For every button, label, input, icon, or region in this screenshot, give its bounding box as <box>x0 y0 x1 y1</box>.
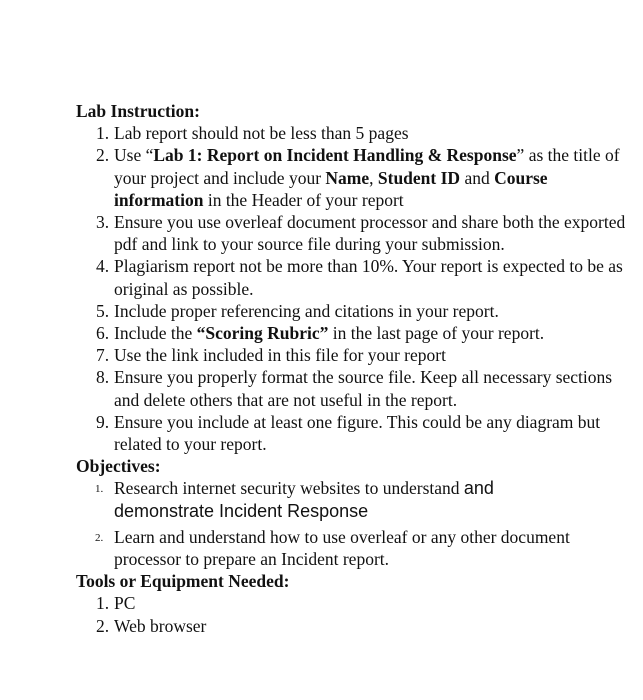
list-item: 2. Web browser <box>96 615 207 636</box>
list-item: 1. Research internet security websites to understand and demonstrate Incident Response <box>95 478 494 521</box>
list-item: 7. Use the link included in this file for your report <box>96 345 446 366</box>
list-item: 2. Use “Lab 1: Report on Incident Handling & Response” as the title of your project and include your Name, Student ID and Course information in the Header of your report <box>96 145 620 210</box>
objectives-list <box>76 477 636 570</box>
list-item: 1. PC <box>96 593 136 614</box>
list-item: 5. Include proper referencing and citations in your report. <box>96 300 499 321</box>
list-item: 8. Ensure you properly format the source file. Keep all necessary sections and delete others that are not useful in the report. <box>96 367 613 410</box>
list-item: 1. Lab report should not be less than 5 pages <box>96 123 409 144</box>
document-content <box>76 100 636 637</box>
tools-heading: Tools or Equipment Needed: <box>76 571 290 592</box>
list-item: 3. Ensure you use overleaf document processor and share both the exported pdf and link to your source file during your submission. <box>96 212 626 255</box>
lab-instruction-list <box>76 122 636 455</box>
list-item: 2. Learn and understand how to use overleaf or any other document processor to prepare an Incident report. <box>95 526 570 570</box>
tools-list <box>76 592 636 636</box>
list-item: 9. Ensure you include at least one figure. This could be any diagram but related to your report. <box>96 411 601 455</box>
objectives-heading: Objectives: <box>76 456 161 477</box>
lab-instruction-heading: Lab Instruction: <box>76 101 200 121</box>
list-item: 4. Plagiarism report not be more than 10%. Your report is expected to be as original as possible. <box>96 256 623 299</box>
list-item: 6. Include the “Scoring Rubric” in the last page of your report. <box>96 323 545 344</box>
